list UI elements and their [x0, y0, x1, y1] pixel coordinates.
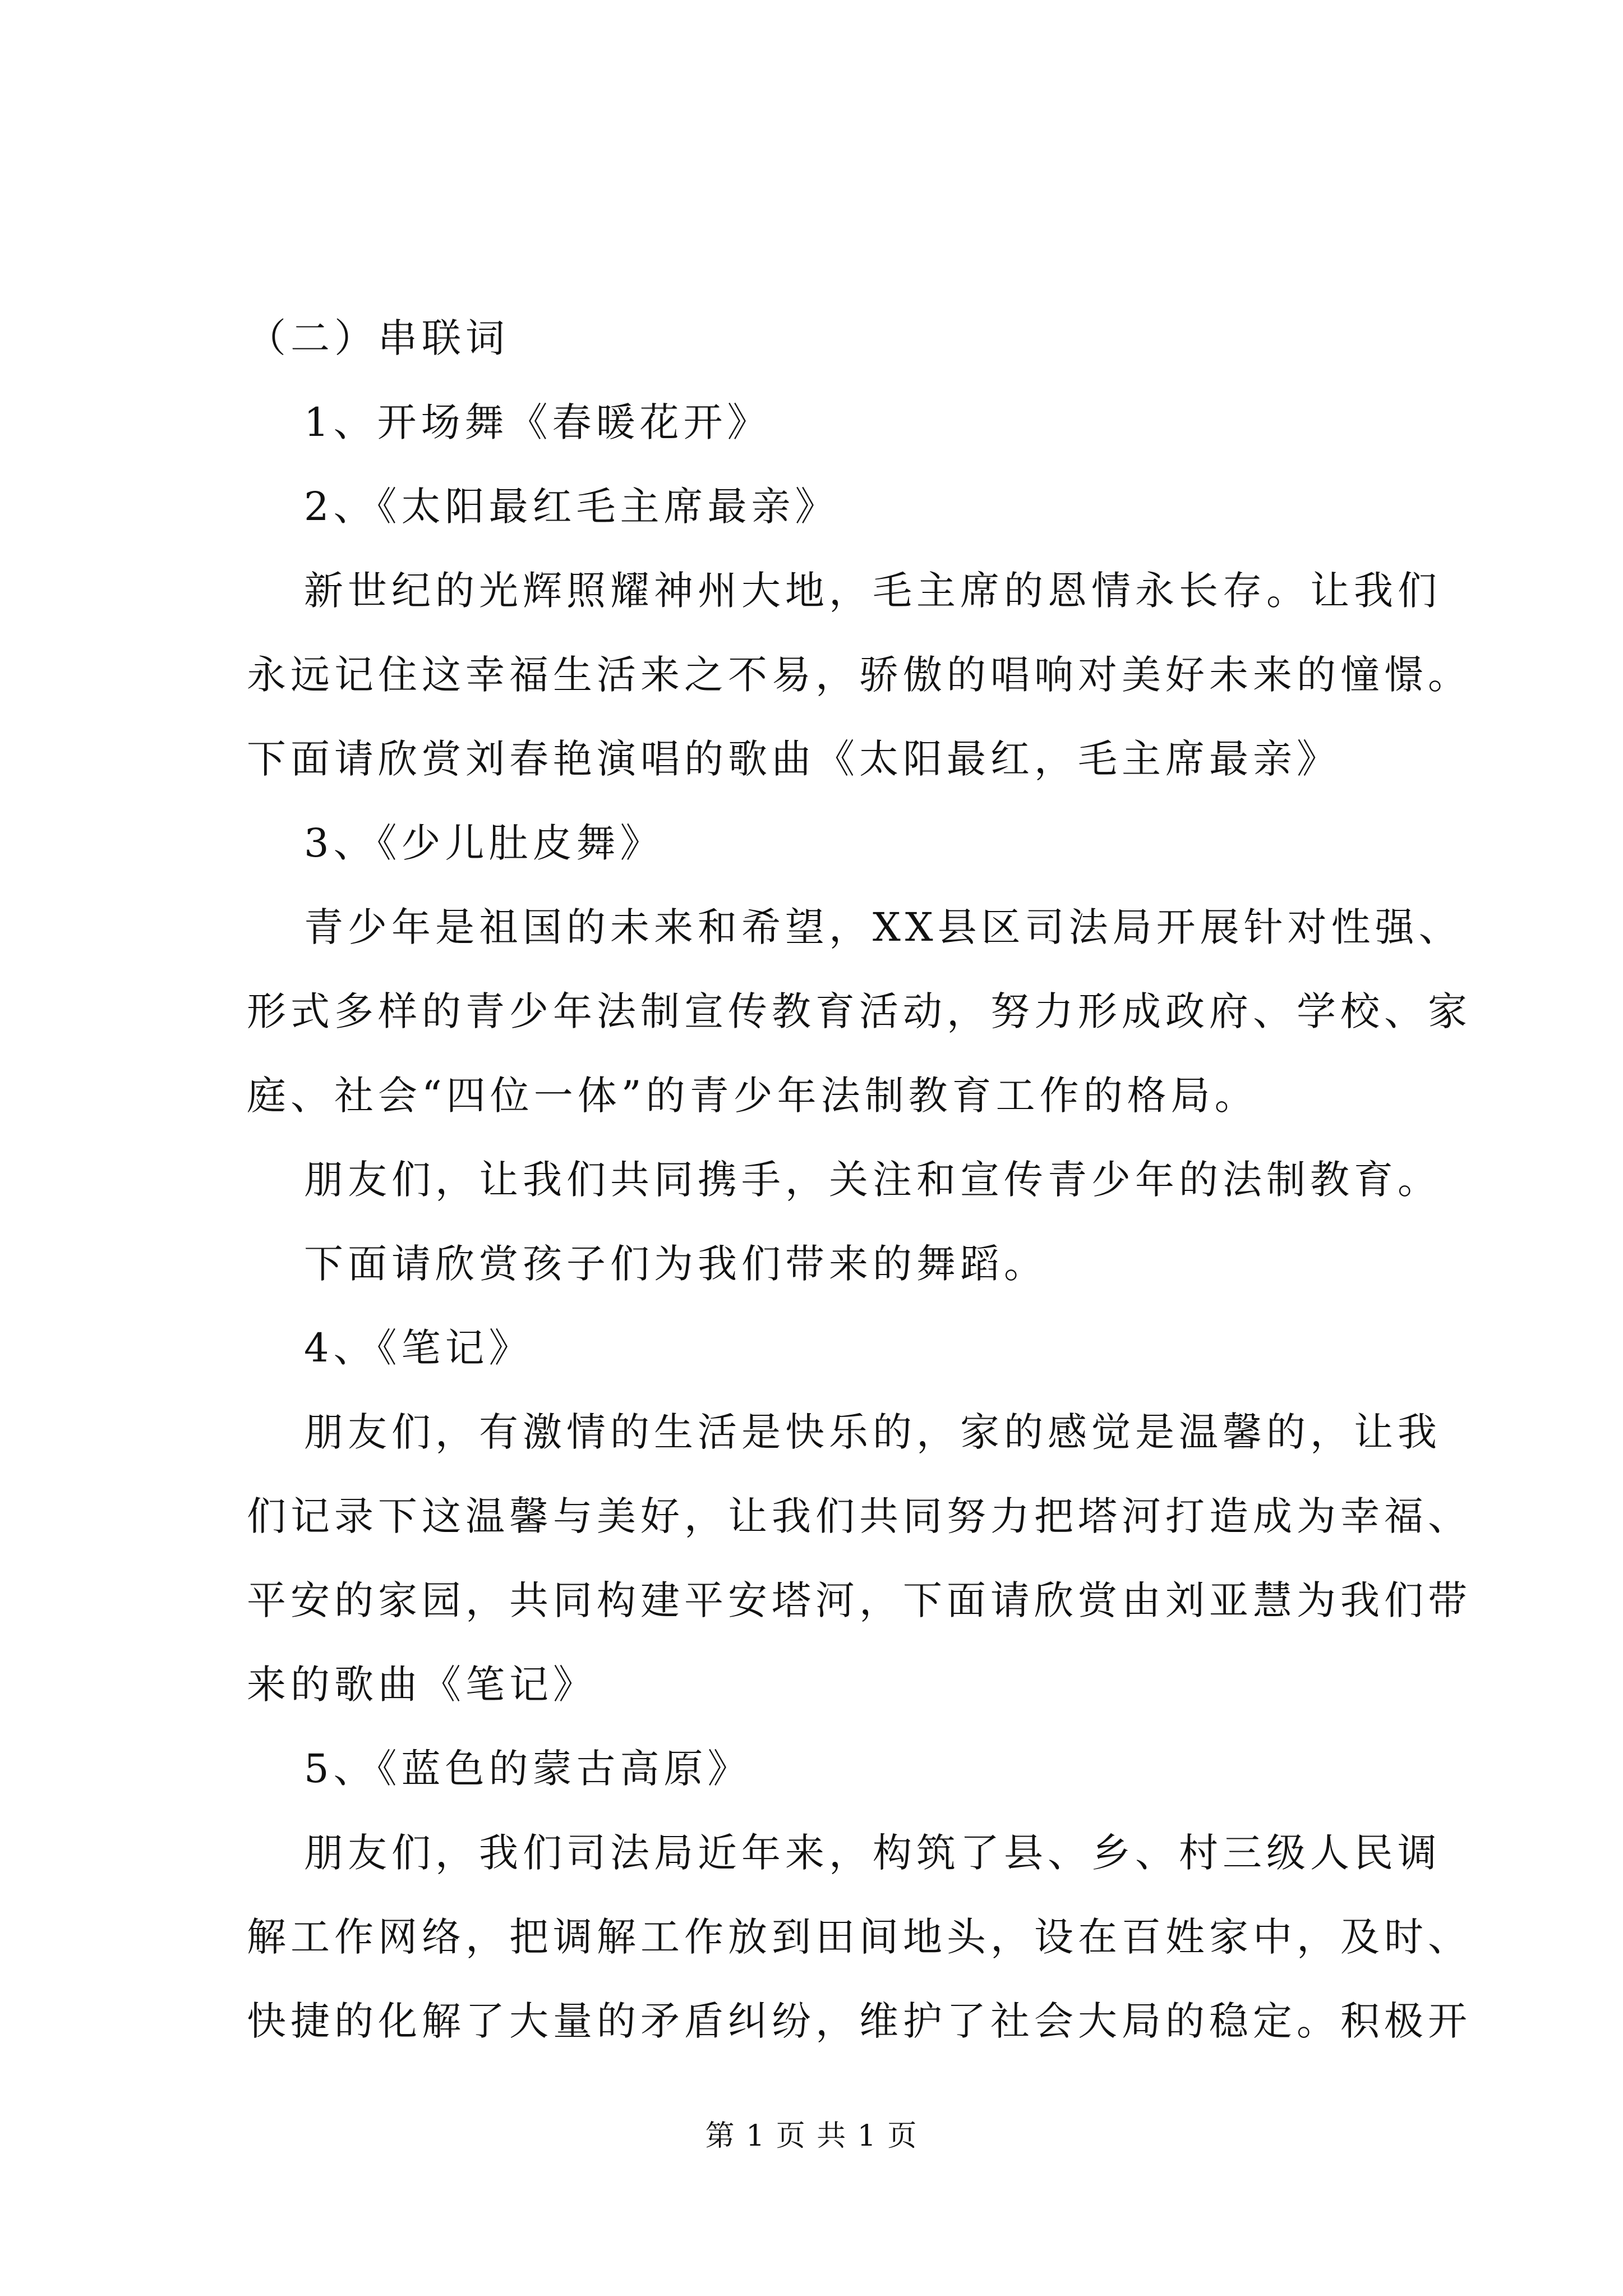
paragraph-line: 快捷的化解了大量的矛盾纠纷，维护了社会大局的稳定。积极开: [247, 1998, 1472, 2044]
item-heading-5: 5、《蓝色的蒙古高原》: [304, 1746, 751, 1792]
paragraph-line: 解工作网络，把调解工作放到田间地头，设在百姓家中，及时、: [247, 1914, 1472, 1960]
page-footer: 第 1 页 共 1 页: [705, 2119, 918, 2153]
paragraph-line: 青少年是祖国的未来和希望，XX县区司法局开展针对性强、: [304, 904, 1463, 950]
paragraph-line: 形式多样的青少年法制宣传教育活动，努力形成政府、学校、家: [247, 988, 1472, 1034]
item-heading-3: 3、《少儿肚皮舞》: [304, 820, 664, 866]
section-heading: （二）串联词: [247, 315, 509, 361]
item-heading-4: 4、《笔记》: [304, 1325, 533, 1371]
paragraph-line: 下面请欣赏孩子们为我们带来的舞蹈。: [304, 1241, 1048, 1287]
paragraph-line: 朋友们，让我们共同携手，关注和宣传青少年的法制教育。: [304, 1157, 1441, 1203]
paragraph-line: 下面请欣赏刘春艳演唱的歌曲《太阳最红，毛主席最亲》: [247, 736, 1340, 782]
paragraph-line: 永远记住这幸福生活来之不易，骄傲的唱响对美好未来的憧憬。: [247, 652, 1472, 698]
paragraph-line: 朋友们，有激情的生活是快乐的，家的感觉是温馨的，让我: [304, 1409, 1441, 1455]
item-heading-1: 1、开场舞《春暖花开》: [304, 399, 771, 445]
item-heading-2: 2、《太阳最红毛主席最亲》: [304, 484, 839, 530]
paragraph-line: 庭、社会“四位一体”的青少年法制教育工作的格局。: [247, 1073, 1258, 1119]
paragraph-line: 新世纪的光辉照耀神州大地，毛主席的恩情永长存。让我们: [304, 568, 1441, 614]
paragraph-line: 们记录下这温馨与美好，让我们共同努力把塔河打造成为幸福、: [247, 1493, 1472, 1539]
paragraph-line: 平安的家园，共同构建平安塔河，下面请欣赏由刘亚慧为我们带: [247, 1577, 1472, 1623]
paragraph-line: 来的歌曲《笔记》: [247, 1662, 597, 1708]
paragraph-line: 朋友们，我们司法局近年来，构筑了县、乡、村三级人民调: [304, 1830, 1441, 1876]
